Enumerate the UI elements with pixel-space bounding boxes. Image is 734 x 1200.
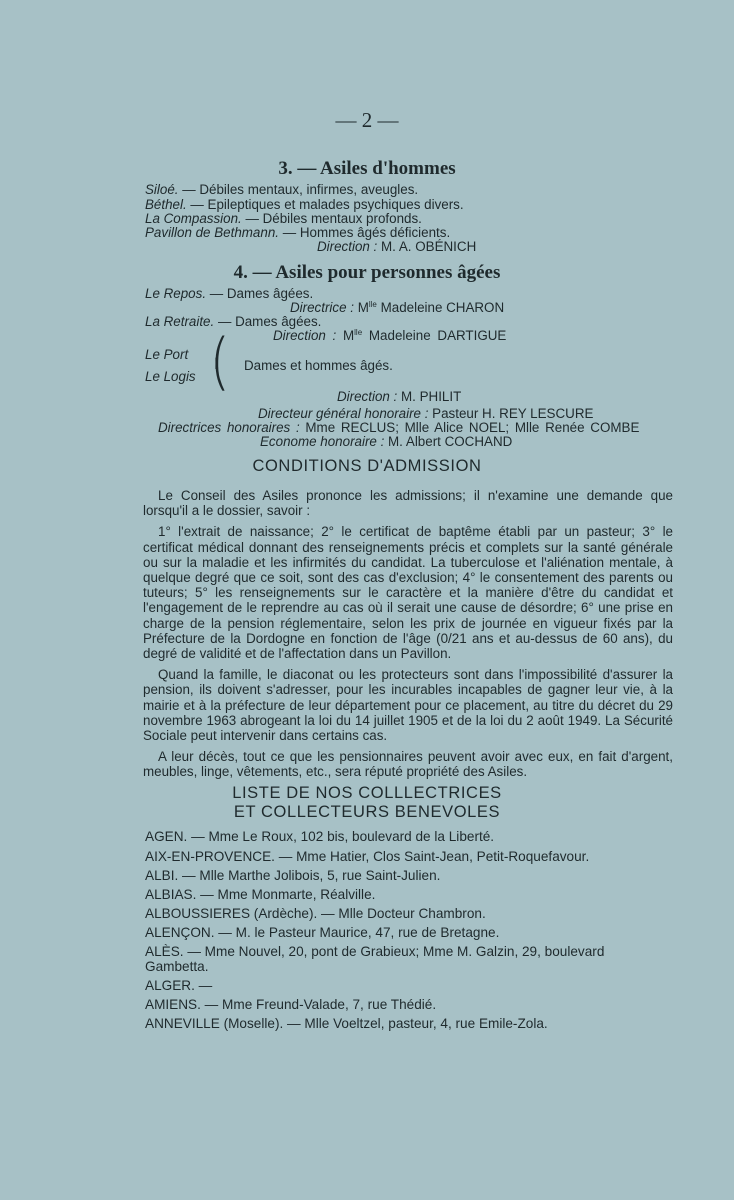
item-siloe: Siloé. — Débiles mentaux, infirmes, aveugles. bbox=[145, 182, 419, 197]
item-bethmann: Pavillon de Bethmann. — Hommes âgés déficients. bbox=[145, 225, 451, 240]
econome-honoraire: Econome honoraire : M. Albert COCHAND bbox=[260, 434, 513, 449]
list-item: AIX-EN-PROVENCE. — Mme Hatier, Clos Saint-Jean, Petit-Roquefavour. bbox=[145, 849, 590, 864]
section-3-direction: Direction : M. A. OBÉNICH bbox=[317, 239, 477, 254]
conditions-paragraph: Quand la famille, le diaconat ou les protecteurs sont dans l'impossibilité d'assurer la pension, ils doivent s'adresser, pour les incurables incapables de gagner leur vie, à la mairie et à la préfecture de leur département pour ce placement, au titre du décret du 29 novembre 1963 abrogeant la loi du 14 juillet 1905 et de la loi du 2 août 1949. La Sécurité Sociale peut intervenir dans certains cas. bbox=[143, 667, 673, 744]
item-retraite: La Retraite. — Dames âgées. bbox=[145, 314, 322, 329]
list-item: ANNEVILLE (Moselle). — Mlle Voeltzel, pasteur, 4, rue Emile-Zola. bbox=[145, 1016, 548, 1031]
page-number: — 2 — bbox=[335, 108, 399, 132]
bracket-bottom: ⎝ bbox=[213, 360, 227, 391]
list-item: ALBOUSSIERES (Ardèche). — Mlle Docteur Chambron. bbox=[145, 906, 486, 921]
conditions-paragraph: 1° l'extrait de naissance; 2° le certificat de baptême établi par un pasteur; 3° le certificat médical donnant des renseignements précis et complets sur la santé générale ou sur la maladie et les infirmités du candidat. La tuberculose et l'aliénation mentale, à quelque degré que ce soit, sont des cas d'exclusion; 4° le consentement des parents ou tuteurs; 5° les renseignements sur le caractère et la manière d'être du candidat et l'engagement de le reprendre au cas où il serait une cause de désordre; 6° une prise en charge de la pension réglementaire, selon les prix de journée en vigueur fixés par la Préfecture de la Dordogne en fonction de l'âge (0/21 ans et au-dessus de 60 ans), du degré de validité et de l'affectation dans un Pavillon. bbox=[143, 524, 673, 662]
retraite-direction: Direction : $M^{lle}$ Madeleine DARTIGUE bbox=[273, 328, 507, 343]
section-3-title: 3. — Asiles d'hommes bbox=[278, 158, 456, 179]
directeur-general: Directeur général honoraire : Pasteur H. REY LESCURE bbox=[258, 406, 594, 421]
bracket-top: ⎛ bbox=[213, 338, 227, 369]
repos-directrice: Directrice : $M^{lle}$ Madeleine CHARON bbox=[290, 300, 505, 315]
list-item: AGEN. — Mme Le Roux, 102 bis, boulevard de la Liberté. bbox=[145, 829, 495, 844]
list-item-continuation: Gambetta. bbox=[145, 959, 209, 974]
list-item: AMIENS. — Mme Freund-Valade, 7, rue Thédié. bbox=[145, 997, 437, 1012]
liste-title-line1: LISTE DE NOS COLLLECTRICES bbox=[232, 784, 502, 802]
port-logis-direction: Direction : M. PHILIT bbox=[337, 389, 462, 404]
directrices-honoraires: Directrices honoraires : Mme RECLUS; Mlle Alice NOEL; Mlle Renée COMBE bbox=[158, 420, 640, 435]
port-logis-desc: Dames et hommes âgés. bbox=[244, 358, 393, 373]
item-port: Le Port bbox=[145, 347, 189, 362]
item-logis: Le Logis bbox=[145, 369, 196, 384]
list-item: ALGER. — bbox=[145, 978, 213, 993]
item-compassion: La Compassion. — Débiles mentaux profonds. bbox=[145, 211, 422, 226]
list-item: ALBI. — Mlle Marthe Jolibois, 5, rue Saint-Julien. bbox=[145, 868, 441, 883]
conditions-paragraph: Le Conseil des Asiles prononce les admissions; il n'examine une demande que lorsqu'il a le dossier, savoir : bbox=[143, 488, 673, 519]
list-item: ALÈS. — Mme Nouvel, 20, pont de Grabieux; Mme M. Galzin, 29, boulevard bbox=[145, 944, 605, 959]
item-bethel: Béthel. — Epileptiques et malades psychiques divers. bbox=[145, 197, 464, 212]
item-repos: Le Repos. — Dames âgées. bbox=[145, 286, 314, 301]
list-item: ALENÇON. — M. le Pasteur Maurice, 47, rue de Bretagne. bbox=[145, 925, 500, 940]
list-item: ALBIAS. — Mme Monmarte, Réalville. bbox=[145, 887, 376, 902]
conditions-paragraph: A leur décès, tout ce que les pensionnaires peuvent avoir avec eux, en fait d'argent, meubles, linge, vêtements, etc., sera réputé propriété des Asiles. bbox=[143, 749, 673, 780]
section-4-title: 4. — Asiles pour personnes âgées bbox=[233, 262, 501, 283]
conditions-title: CONDITIONS D'ADMISSION bbox=[252, 457, 482, 475]
conditions-text bbox=[143, 488, 673, 786]
liste-title-line2: ET COLLECTEURS BENEVOLES bbox=[233, 803, 501, 821]
